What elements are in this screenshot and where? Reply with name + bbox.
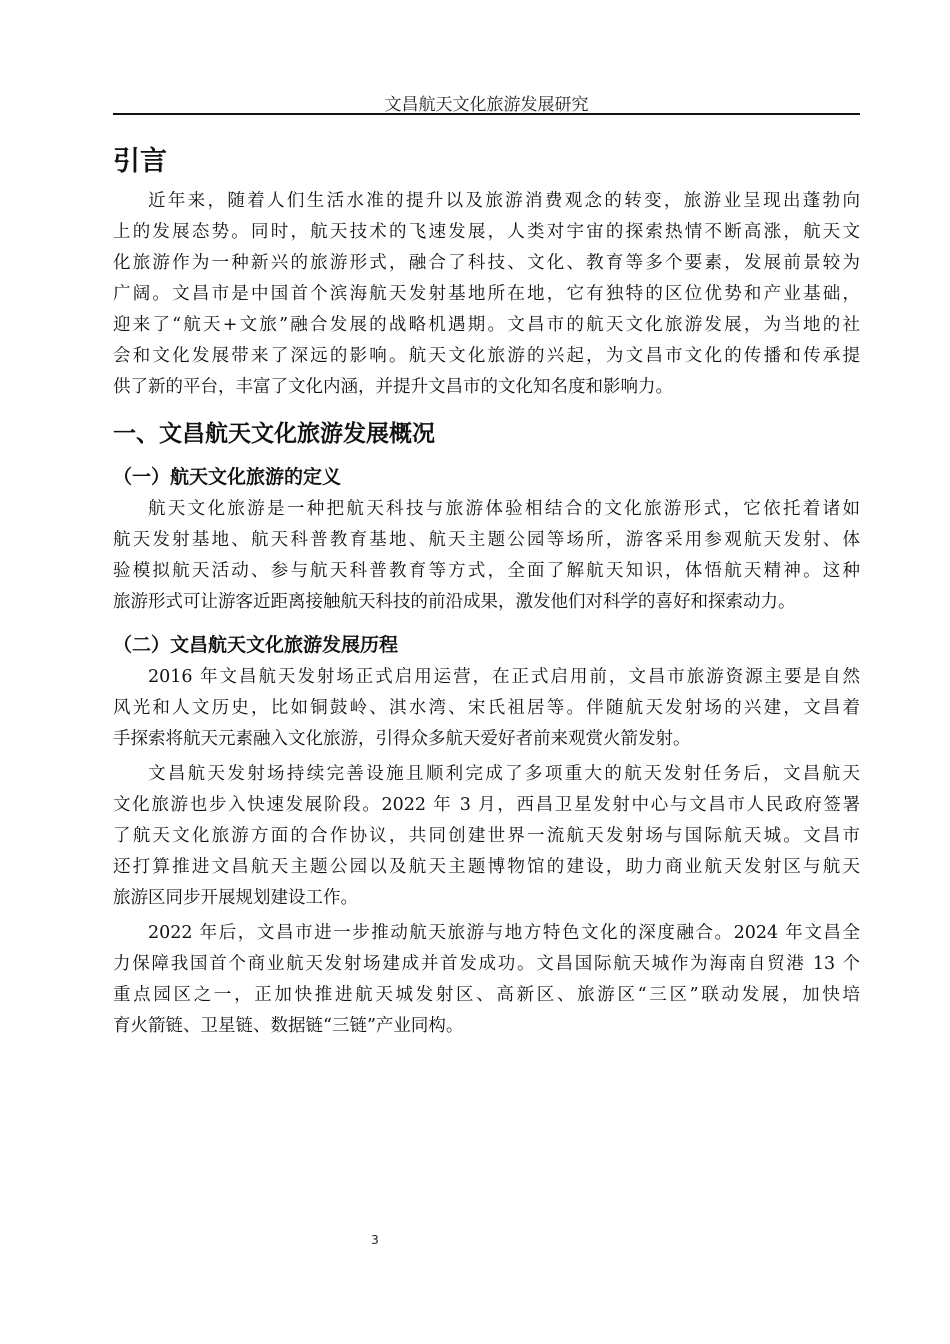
- intro-heading: 引言: [113, 146, 167, 177]
- history-paragraph-3: [113, 918, 860, 1042]
- text-line: 文昌航天发射场持续完善设施且顺利完成了多项重大的航天发射任务后，文昌航天: [148, 764, 860, 784]
- text-line: 手探索将航天元素融入文化旅游，引得众多航天爱好者前来观赏火箭发射。: [113, 729, 691, 749]
- text-line: 供了新的平台，丰富了文化内涵，并提升文昌市的文化知名度和影响力。: [113, 377, 673, 397]
- intro-paragraph: [113, 186, 860, 403]
- text-line: 验模拟航天活动、参与航天科普教育等方式，全面了解航天知识，体悟航天精神。这种: [113, 561, 860, 581]
- text-line: 会和文化发展带来了深远的影响。航天文化旅游的兴起，为文昌市文化的传播和传承提: [113, 346, 860, 366]
- text-line: 2016 年文昌航天发射场正式启用运营，在正式启用前，文昌市旅游资源主要是自然: [148, 667, 860, 687]
- subsection-heading-2: （二）文昌航天文化旅游发展历程: [113, 634, 399, 656]
- text-line: 育火箭链、卫星链、数据链“三链”产业同构。: [113, 1016, 464, 1036]
- text-line: 化旅游作为一种新兴的旅游形式，融合了科技、文化、教育等多个要素，发展前景较为: [113, 253, 860, 273]
- subsection-heading-1: （一）航天文化旅游的定义: [113, 466, 342, 488]
- text-line: 航天发射基地、航天科普教育基地、航天主题公园等场所，游客采用参观航天发射、体: [113, 530, 860, 550]
- text-line: 旅游形式可让游客近距离接触航天科技的前沿成果，激发他们对科学的喜好和探索动力。: [113, 592, 796, 612]
- text-line: 力保障我国首个商业航天发射场建成并首发成功。文昌国际航天城作为海南自贸港 13 个: [113, 954, 860, 974]
- page-content: [113, 140, 860, 1042]
- text-line: 还打算推进文昌航天主题公园以及航天主题博物馆的建设，助力商业航天发射区与航天: [113, 857, 860, 877]
- text-line: 风光和人文历史，比如铜鼓岭、淇水湾、宋氏祖居等。伴随航天发射场的兴建，文昌着: [113, 698, 860, 718]
- history-paragraph-2: [113, 759, 860, 914]
- page-number: 3: [371, 1233, 379, 1247]
- text-line: 广阔。文昌市是中国首个滨海航天发射基地所在地，它有独特的区位优势和产业基础，: [113, 284, 860, 304]
- text-line: 迎来了“航天+文旅”融合发展的战略机遇期。文昌市的航天文化旅游发展，为当地的社: [113, 315, 860, 335]
- definition-paragraph: [113, 494, 860, 618]
- text-line: 航天文化旅游是一种把航天科技与旅游体验相结合的文化旅游形式，它依托着诸如: [148, 499, 860, 519]
- text-line: 了航天文化旅游方面的合作协议，共同创建世界一流航天发射场与国际航天城。文昌市: [113, 826, 860, 846]
- text-line: 重点园区之一，正加快推进航天城发射区、高新区、旅游区“三区”联动发展，加快培: [113, 985, 860, 1005]
- header-rule: [113, 113, 860, 115]
- text-line: 上的发展态势。同时，航天技术的飞速发展，人类对宇宙的探索热情不断高涨，航天文: [113, 222, 860, 242]
- running-header: 文昌航天文化旅游发展研究: [384, 95, 589, 115]
- text-line: 旅游区同步开展规划建设工作。: [113, 888, 358, 908]
- text-line: 2022 年后，文昌市进一步推动航天旅游与地方特色文化的深度融合。2024 年文昌全: [148, 923, 860, 943]
- text-line: 近年来，随着人们生活水准的提升以及旅游消费观念的转变，旅游业呈现出蓬勃向: [148, 191, 860, 211]
- section-heading-1: 一、文昌航天文化旅游发展概况: [113, 421, 435, 447]
- history-paragraph-1: [113, 662, 860, 755]
- text-line: 文化旅游也步入快速发展阶段。2022 年 3 月，西昌卫星发射中心与文昌市人民政府签署: [113, 795, 860, 815]
